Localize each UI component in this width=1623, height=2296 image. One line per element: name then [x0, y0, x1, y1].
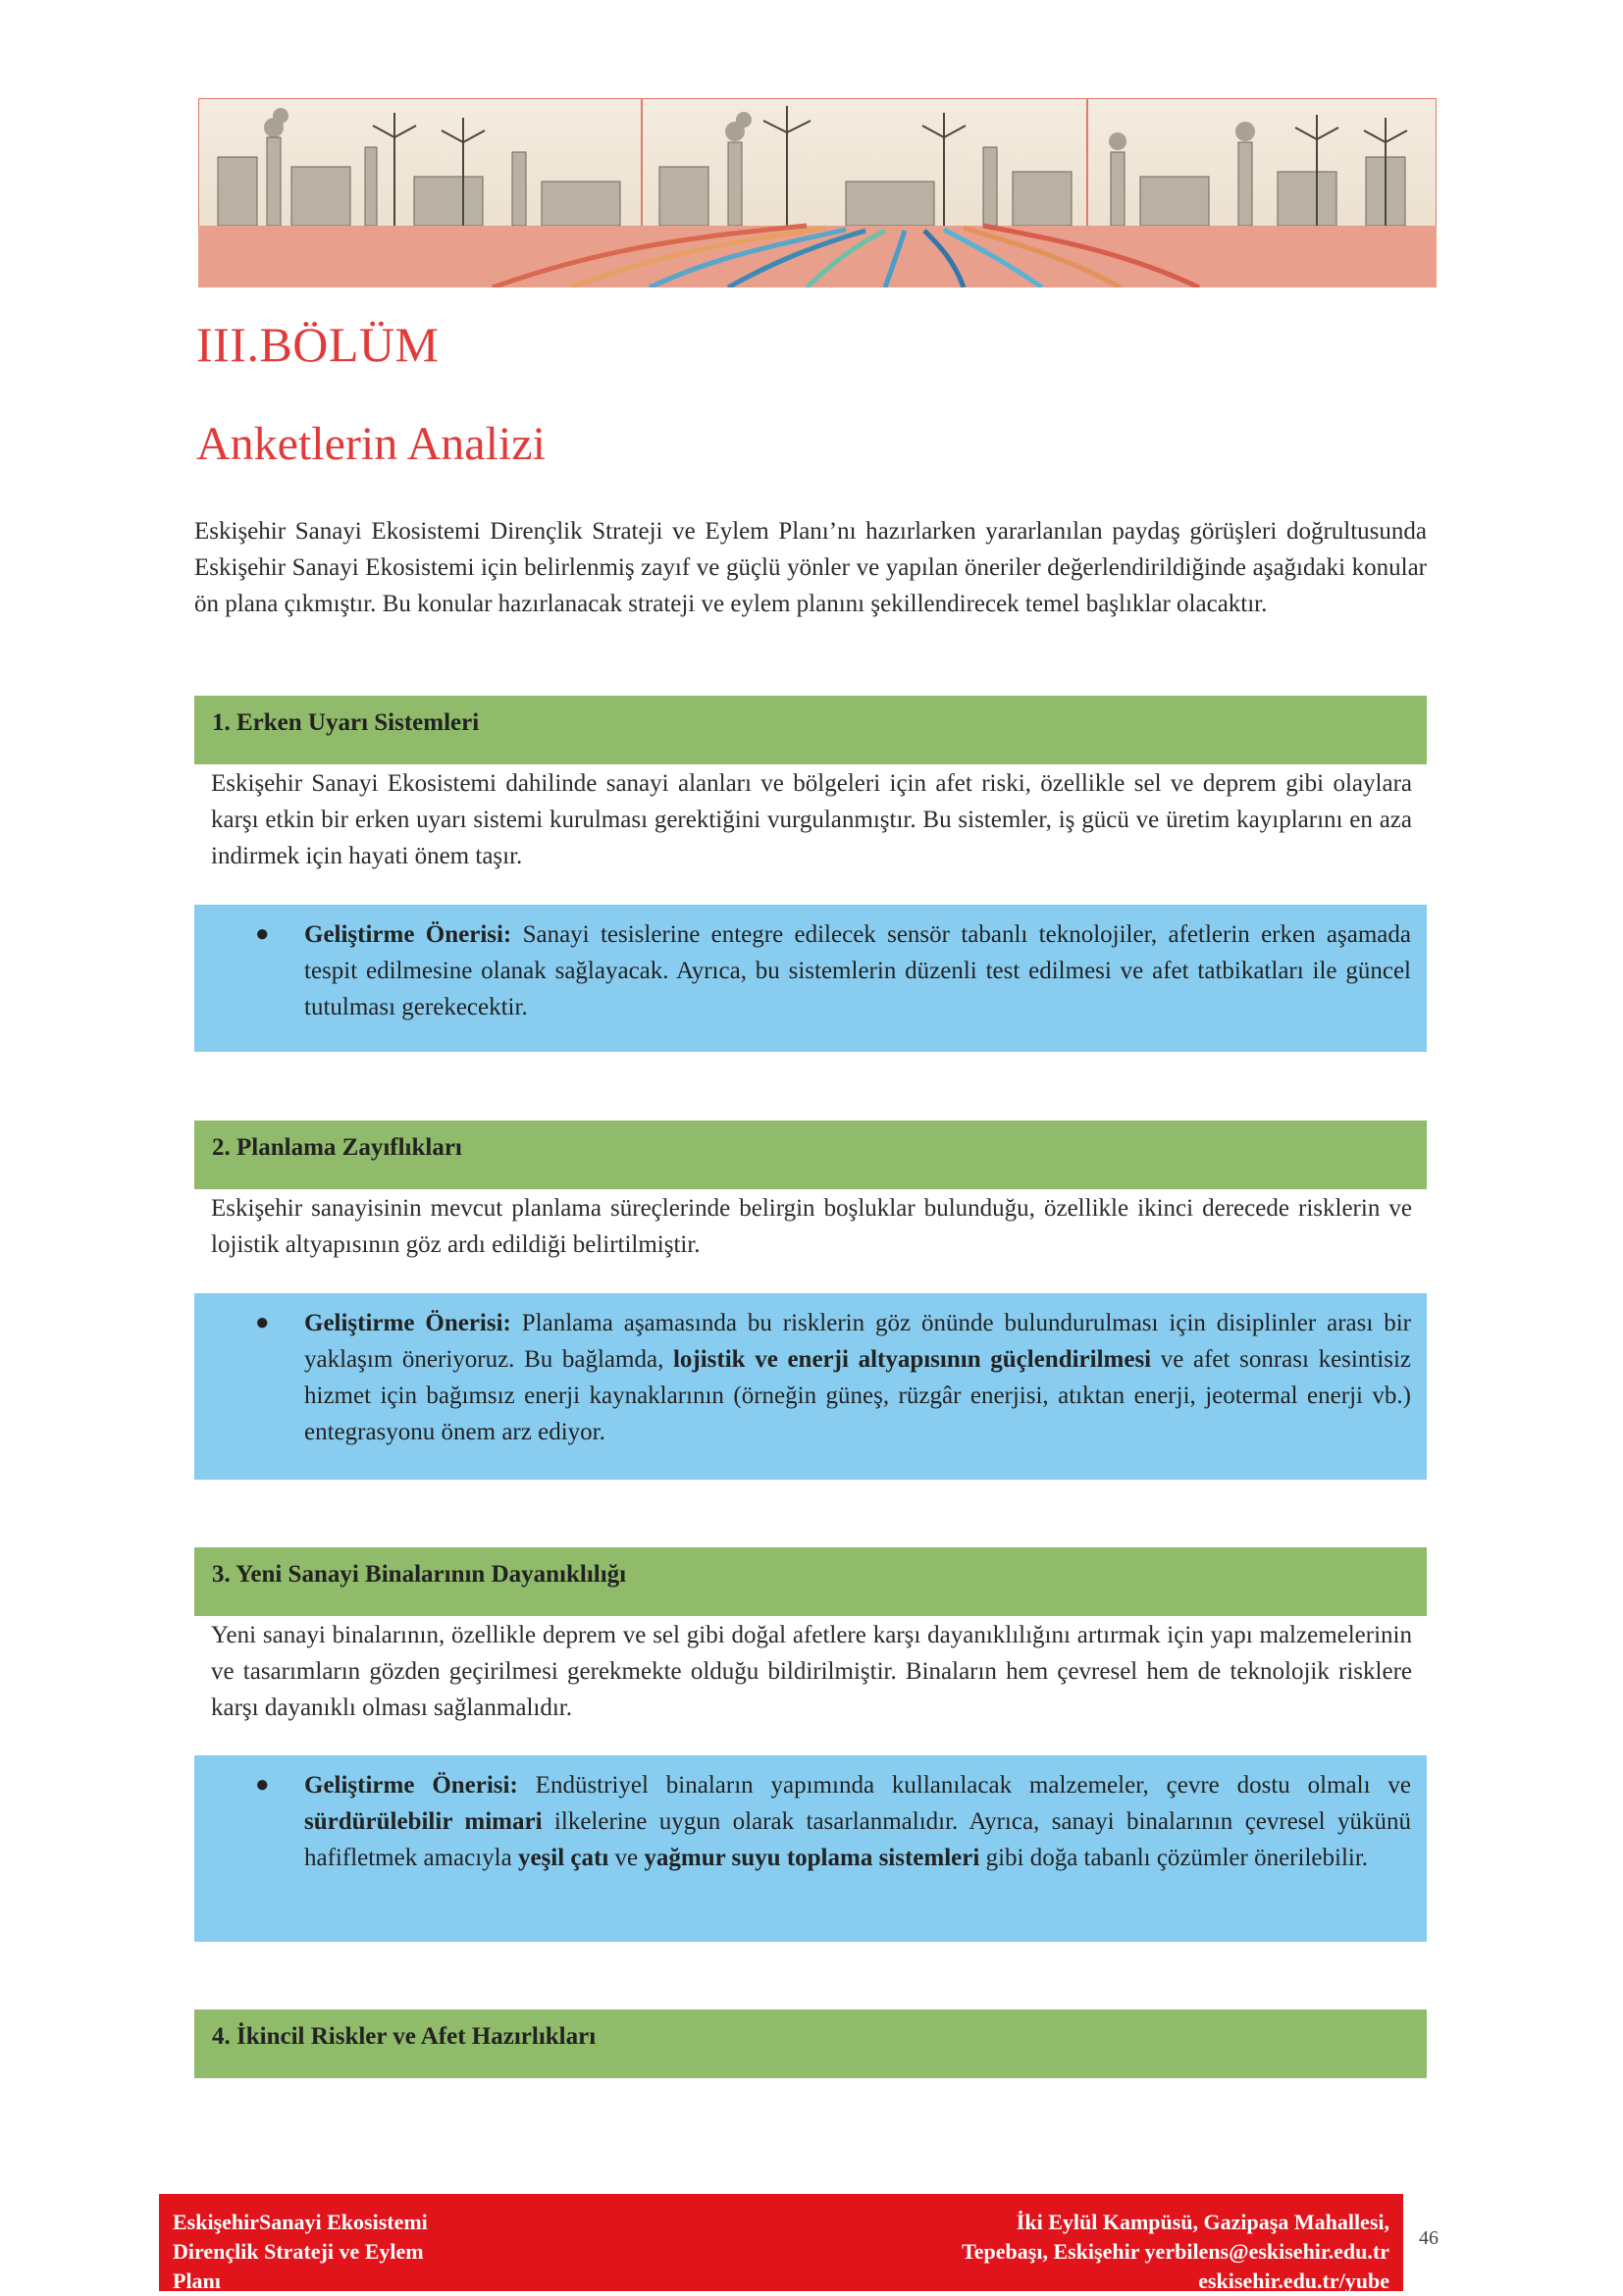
- proposal-segment: yeşil çatı: [517, 1845, 609, 1871]
- bullet-icon: ●: [255, 1772, 270, 1798]
- proposal-segment: Planlama aşamasında bu risklerin göz önünde bulundurulması için disiplinler arası bir yaklaşım öneriyoruz. Bu bağlamda,: [304, 1310, 1411, 1373]
- proposal-segment: ve afet sonrası kesintisiz hizmet için bağımsız enerji kaynaklarının (örneğin güneş, rüzgâr enerjisi, atıktan enerji, jeotermal enerji vb.) entegrasyonu önem arz ediyor.: [304, 1346, 1412, 1445]
- proposal-label: Geliştirme Önerisi:: [304, 1310, 511, 1336]
- section-text-1: Eskişehir Sanayi Ekosistemi dahilinde sanayi alanları ve bölgeleri için afet riski, özellikle sel ve deprem gibi olaylara karşı etkin bir erken uyarı sistemi kurulması gerektiğini vurgulanmıştır. Bu sistemler, iş gücü ve üretim kayıplarını en aza indirmek için hayati önem taşır.: [211, 770, 1412, 869]
- bullet-icon: ●: [255, 921, 270, 947]
- chapter-heading: III.BÖLÜM: [196, 317, 440, 372]
- proposal-segment: ve: [608, 1845, 645, 1871]
- proposal-segment: ilkelerine uygun olarak tasarlanmalıdır. Ayrıca, sanayi binalarının çevresel yükünü hafifletmek amacıyla: [304, 1808, 1411, 1871]
- proposal-segment: yağmur suyu toplama sistemleri: [644, 1845, 980, 1871]
- section-heading-1: 1. Erken Uyarı Sistemleri: [194, 696, 1427, 764]
- section-heading-3: 3. Yeni Sanayi Binalarının Dayanıklılığı: [194, 1547, 1427, 1616]
- page-number: 46: [1419, 2227, 1439, 2249]
- proposal-label: Geliştirme Önerisi:: [304, 1772, 518, 1799]
- section-text-3: Yeni sanayi binalarının, özellikle deprem ve sel gibi doğal afetlere karşı dayanıklılığını artırmak için yapı malzemelerinin ve tasarımların gözden geçirilmesi gerekmekte olduğu bildirilmiştir. Binaların hem çevresel hem de teknolojik risklere karşı dayanıklı olması sağlanmalıdır.: [211, 1622, 1412, 1721]
- section-heading-2: 2. Planlama Zayıflıkları: [194, 1121, 1427, 1189]
- footer-left: EskişehirSanayi Ekosistemi Dirençlik Strateji ve Eylem Planı: [173, 2210, 428, 2293]
- proposal-box-1: [194, 905, 1427, 1052]
- page-title: Anketlerin Analizi: [196, 418, 546, 470]
- header-illustration: [198, 98, 1437, 287]
- proposal-box-3: [194, 1755, 1427, 1942]
- page-footer: [159, 2194, 1403, 2291]
- section-heading-4: 4. İkincil Riskler ve Afet Hazırlıkları: [194, 2009, 1427, 2078]
- proposal-segment: Endüstriyel binaların yapımında kullanılacak malzemeler, çevre dostu olmalı ve: [517, 1772, 1411, 1799]
- intro-paragraph: Eskişehir Sanayi Ekosistemi Dirençlik Strateji ve Eylem Planı’nı hazırlarken yararlanılan paydaş görüşleri doğrultusunda Eskişehir Sanayi Ekosistemi için belirlenmiş zayıf ve güçlü yönler ve yapılan öneriler değerlendirildiğinde aşağıdaki konular ön plana çıkmıştır. Bu konular hazırlanacak strateji ve eylem planını şekillendirecek temel başlıklar olacaktır.: [194, 518, 1427, 617]
- proposal-box-2: [194, 1293, 1427, 1480]
- proposal-segment: sürdürülebilir mimari: [304, 1808, 543, 1835]
- proposal-segment: lojistik ve enerji altyapısının güçlendirilmesi: [672, 1346, 1152, 1373]
- footer-website-link[interactable]: eskisehir.edu.tr/yube: [1198, 2269, 1389, 2293]
- footer-right: İki Eylül Kampüsü, Gazipaşa Mahallesi, Tepebaşı, Eskişehir yerbilens@eskisehir.edu.tr eskisehir.edu.tr/yube: [962, 2208, 1389, 2296]
- proposal-segment: gibi doğa tabanlı çözümler önerilebilir.: [979, 1845, 1369, 1871]
- section-text-2: Eskişehir sanayisinin mevcut planlama süreçlerinde belirgin boşluklar bulunduğu, özellikle ikinci derecede risklerin ve lojistik altyapısının göz ardı edildiği belirtilmiştir.: [211, 1195, 1412, 1258]
- bullet-icon: ●: [255, 1310, 270, 1335]
- industrial-landscape-image: [198, 98, 1437, 287]
- proposal-segment: Sanayi tesislerine entegre edilecek sensör tabanlı teknolojiler, afetlerin erken aşamada tespit edilmesine olanak sağlayacak. Ayrıca, bu sistemlerin düzenli test edilmesi ve afet tatbikatları ile güncel tutulması gerekecektir.: [304, 921, 1411, 1020]
- proposal-label: Geliştirme Önerisi:: [304, 921, 512, 948]
- footer-email-link[interactable]: Tepebaşı, Eskişehir yerbilens@eskisehir.edu.tr: [962, 2239, 1389, 2264]
